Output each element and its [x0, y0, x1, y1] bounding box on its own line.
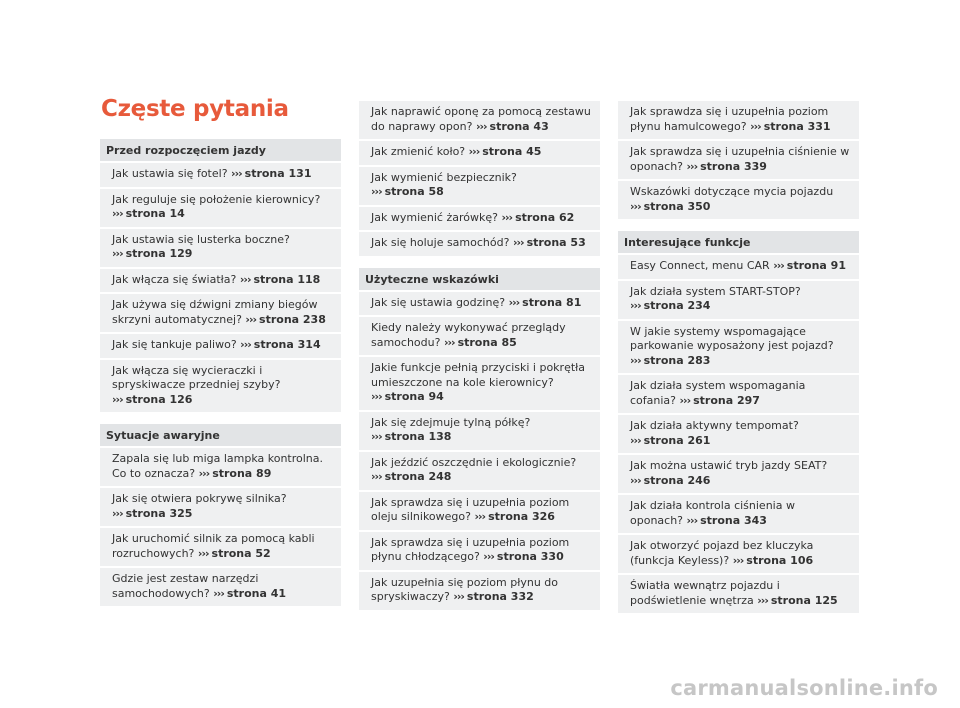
faq-question: Jakie funkcje pełnią przyciski i pokrętła umieszczone na kole kierownicy?: [371, 361, 586, 389]
faq-entry[interactable]: [618, 141, 859, 179]
triple-chevron-icon: ›››: [245, 312, 257, 326]
page-reference-link[interactable]: [213, 587, 286, 600]
faq-section: [100, 139, 341, 412]
page-reference-link[interactable]: [112, 207, 185, 220]
faq-question: Jak zmienić koło?: [371, 145, 466, 158]
page-reference-link[interactable]: [513, 236, 586, 249]
faq-question: Jak działa kontrola ciśnienia w oponach?: [630, 499, 795, 527]
faq-question: Jak jeździć oszczędnie i ekologicznie?: [371, 455, 577, 469]
page-reference-text: strona 326: [488, 510, 555, 523]
triple-chevron-icon: ›››: [483, 550, 494, 563]
faq-entry[interactable]: [618, 535, 859, 573]
triple-chevron-icon: ›››: [757, 593, 768, 607]
faq-question: Easy Connect, menu CAR: [630, 259, 770, 272]
triple-chevron-icon: ›››: [213, 586, 224, 600]
faq-question: Jak reguluje się położenie kierownicy?: [112, 192, 321, 206]
faq-entry[interactable]: [100, 448, 341, 486]
faq-entry[interactable]: [359, 412, 600, 450]
triple-chevron-icon: ›››: [501, 210, 513, 224]
page-reference-text: strona 332: [466, 590, 534, 603]
page-reference-link[interactable]: [112, 507, 192, 520]
page-reference-link[interactable]: [630, 434, 710, 447]
faq-entry[interactable]: [100, 189, 341, 227]
page-reference-text: strona 81: [522, 295, 582, 309]
page-reference-link[interactable]: [474, 510, 554, 523]
faq-question: Jak się holuje samochód?: [371, 236, 510, 249]
faq-question: Jak się ustawia godzinę?: [371, 295, 506, 309]
faq-question: Jak uzupełnia się poziom płynu do spryskiwaczy?: [371, 575, 559, 603]
faq-entry[interactable]: [618, 255, 859, 279]
page-reference-link[interactable]: [630, 299, 710, 312]
faq-question: Jak można ustawić tryb jazdy SEAT?: [630, 459, 828, 472]
page-reference-link[interactable]: [112, 247, 192, 260]
faq-question: Jak działa aktywny tempomat?: [630, 419, 799, 432]
page-reference-link[interactable]: [630, 200, 710, 213]
page-reference-text: strona 53: [526, 236, 586, 249]
faq-question: Jak sprawdza się i uzupełnia poziom płynu chłodzącego?: [371, 535, 570, 563]
triple-chevron-icon: ›››: [630, 353, 641, 367]
faq-question: Jak działa system wspomagania cofania?: [630, 379, 806, 407]
page-reference-link[interactable]: [733, 554, 813, 567]
page-reference-text: strona 125: [770, 593, 838, 607]
faq-entry[interactable]: [100, 360, 341, 413]
page-reference-link[interactable]: [680, 394, 760, 407]
page-reference-text: strona 129: [125, 247, 193, 260]
faq-question: Jak używa się dźwigni zmiany biegów skrzyni automatycznej?: [112, 298, 318, 326]
triple-chevron-icon: ›››: [239, 272, 251, 286]
page-reference-link[interactable]: [199, 467, 272, 480]
faq-entry[interactable]: [359, 292, 600, 316]
triple-chevron-icon: ›››: [240, 338, 251, 351]
triple-chevron-icon: ›››: [475, 119, 487, 133]
faq-entry[interactable]: [359, 532, 600, 570]
triple-chevron-icon: ›››: [231, 167, 242, 180]
faq-question: Jak się otwiera pokrywę silnika?: [112, 492, 287, 505]
triple-chevron-icon: ›››: [750, 119, 761, 133]
faq-entry[interactable]: [100, 488, 341, 526]
section-header: Interesujące funkcje: [618, 231, 859, 253]
page-reference-link[interactable]: [231, 167, 311, 180]
faq-question: Jak sprawdza się i uzupełnia poziom oleju silnikowego?: [371, 495, 570, 523]
triple-chevron-icon: ›››: [112, 247, 123, 260]
faq-question: W jakie systemy wspomagające parkowanie wyposażony jest pojazd?: [630, 324, 834, 352]
page-reference-link[interactable]: [444, 336, 517, 349]
faq-question: Jak wymienić bezpiecznik?: [371, 170, 517, 184]
section-header: Sytuacje awaryjne: [100, 424, 341, 446]
faq-entry[interactable]: [100, 568, 341, 606]
page-reference-text: strona 138: [384, 430, 452, 443]
page-reference-link[interactable]: [469, 145, 542, 158]
faq-question: Jak uruchomić silnik za pomocą kabli rozruchowych?: [112, 532, 315, 560]
page-reference-text: strona 350: [643, 199, 711, 213]
page-reference-text: strona 14: [125, 207, 185, 220]
page-reference-link[interactable]: [245, 313, 325, 326]
page-reference-link[interactable]: [371, 185, 444, 198]
triple-chevron-icon: ›››: [630, 199, 641, 213]
page-reference-text: strona 343: [700, 513, 767, 527]
triple-chevron-icon: ›››: [443, 335, 455, 349]
faq-entry[interactable]: [618, 495, 859, 533]
page-reference-link[interactable]: [750, 120, 830, 133]
faq-question: Jak włącza się wycieraczki i spryskiwacze przedniej szyby?: [112, 363, 281, 391]
triple-chevron-icon: ›››: [773, 259, 784, 272]
faq-entry[interactable]: [359, 232, 600, 256]
faq-question: Jak ustawia się fotel?: [112, 167, 228, 180]
faq-entry[interactable]: [618, 375, 859, 413]
faq-column-1: [100, 139, 341, 618]
faq-question: Jak działa system START-STOP?: [630, 284, 801, 298]
triple-chevron-icon: ›››: [686, 513, 698, 527]
page-reference-link[interactable]: [687, 160, 767, 173]
page-reference-link[interactable]: [483, 550, 563, 563]
page-reference-text: strona 325: [125, 506, 193, 520]
page-reference-text: strona 131: [244, 167, 312, 180]
triple-chevron-icon: ›››: [112, 392, 123, 406]
faq-column-2: [359, 101, 600, 622]
page-reference-text: strona 330: [496, 550, 564, 563]
section-header: Przed rozpoczęciem jazdy: [100, 139, 341, 161]
page-reference-link[interactable]: [371, 390, 444, 403]
page-reference-text: strona 238: [259, 312, 326, 326]
faq-entry[interactable]: [618, 281, 859, 319]
page-reference-link[interactable]: [509, 296, 582, 309]
page-reference-link[interactable]: [371, 470, 451, 483]
page-reference-text: strona 331: [763, 119, 831, 133]
page-reference-text: strona 283: [643, 353, 711, 367]
faq-question: Jak włącza się światła?: [112, 272, 237, 286]
triple-chevron-icon: ›››: [112, 207, 123, 220]
triple-chevron-icon: ›››: [371, 185, 382, 198]
page-reference-text: strona 261: [643, 433, 711, 447]
page-reference-link[interactable]: [630, 354, 710, 367]
page-reference-link[interactable]: [757, 594, 837, 607]
faq-section: [359, 268, 600, 610]
faq-entry[interactable]: [359, 141, 600, 165]
page-reference-link[interactable]: [476, 120, 549, 133]
faq-entry[interactable]: [618, 181, 859, 219]
faq-entry[interactable]: [618, 575, 859, 613]
triple-chevron-icon: ›››: [630, 473, 641, 487]
faq-question: Jak sprawdza się i uzupełnia ciśnienie w oponach?: [630, 145, 850, 173]
page-reference-text: strona 89: [212, 466, 272, 480]
page-reference-link[interactable]: [773, 259, 846, 272]
triple-chevron-icon: ›››: [371, 470, 382, 483]
page-reference-text: strona 58: [384, 185, 444, 198]
faq-entry[interactable]: [359, 101, 600, 139]
triple-chevron-icon: ›››: [371, 390, 382, 403]
faq-section: [618, 231, 859, 613]
page-reference-text: strona 106: [746, 553, 814, 567]
faq-entry[interactable]: [359, 207, 600, 231]
faq-question: Jak sprawdza się i uzupełnia poziom płynu hamulcowego?: [630, 105, 829, 133]
triple-chevron-icon: ›››: [630, 299, 641, 312]
faq-question: Gdzie jest zestaw narzędzi samochodowych?: [112, 572, 259, 600]
page-reference-text: strona 85: [457, 335, 517, 349]
faq-question: Wskazówki dotyczące mycia pojazdu: [630, 185, 834, 198]
faq-question: Jak się tankuje paliwo?: [112, 338, 237, 351]
section-header: Użyteczne wskazówki: [359, 268, 600, 290]
page-reference-text: strona 118: [253, 272, 321, 286]
page-reference-text: strona 62: [515, 210, 575, 224]
page-reference-text: strona 246: [643, 473, 711, 487]
faq-column-3: [618, 101, 859, 625]
triple-chevron-icon: ›››: [468, 145, 480, 158]
triple-chevron-icon: ›››: [512, 236, 524, 249]
faq-question: Jak naprawić oponę za pomocą zestawu do naprawy opon?: [371, 105, 591, 133]
faq-entry[interactable]: [618, 321, 859, 374]
faq-entry[interactable]: [100, 294, 341, 332]
faq-entry[interactable]: [359, 317, 600, 355]
faq-question: Kiedy należy wykonywać przeglądy samochodu?: [371, 321, 566, 349]
page-reference-text: strona 234: [643, 299, 711, 312]
faq-question: Światła wewnątrz pojazdu i podświetlenie wnętrza: [630, 579, 780, 607]
faq-question: Zapala się lub miga lampka kontrolna. Co to oznacza?: [112, 452, 324, 480]
faq-entry[interactable]: [100, 528, 341, 566]
page-reference-text: strona 314: [253, 338, 321, 351]
faq-entry[interactable]: [100, 269, 341, 293]
faq-entry[interactable]: [359, 572, 600, 610]
triple-chevron-icon: ›››: [198, 466, 210, 480]
page-reference-text: strona 126: [125, 392, 193, 406]
faq-entry[interactable]: [100, 229, 341, 267]
triple-chevron-icon: ›››: [474, 510, 486, 523]
faq-question: Jak się zdejmuje tylną półkę?: [371, 415, 531, 429]
faq-question: Jak wymienić żarówkę?: [371, 210, 498, 224]
triple-chevron-icon: ›››: [732, 553, 744, 567]
faq-section: [100, 424, 341, 606]
watermark: carmanualsonline.info: [670, 676, 938, 700]
page-reference-link[interactable]: [240, 273, 320, 286]
faq-entry[interactable]: [618, 455, 859, 493]
page-reference-text: strona 339: [700, 159, 767, 173]
page-reference-text: strona 43: [489, 119, 549, 133]
triple-chevron-icon: ›››: [453, 590, 464, 603]
page-reference-link[interactable]: [112, 393, 192, 406]
faq-section: [618, 101, 859, 219]
faq-entry[interactable]: [618, 415, 859, 453]
page-reference-text: strona 94: [384, 390, 444, 403]
triple-chevron-icon: ›››: [630, 433, 641, 447]
page-reference-text: strona 248: [384, 470, 452, 483]
triple-chevron-icon: ›››: [371, 430, 382, 443]
page-reference-text: strona 45: [482, 145, 542, 158]
triple-chevron-icon: ›››: [686, 159, 698, 173]
faq-entry[interactable]: [618, 101, 859, 139]
faq-entry[interactable]: [359, 357, 600, 410]
page-reference-link[interactable]: [453, 590, 533, 603]
triple-chevron-icon: ›››: [197, 546, 209, 560]
page-reference-text: strona 91: [786, 259, 846, 272]
page-reference-link[interactable]: [198, 547, 271, 560]
page-title: Częste pytania: [101, 96, 289, 122]
page-reference-link[interactable]: [687, 514, 767, 527]
page-reference-link[interactable]: [501, 211, 574, 224]
page-reference-text: strona 297: [693, 393, 760, 407]
faq-entry[interactable]: [100, 163, 341, 187]
page-reference-link[interactable]: [371, 430, 451, 443]
page-reference-text: strona 52: [211, 546, 271, 560]
triple-chevron-icon: ›››: [679, 393, 691, 407]
page-reference-text: strona 41: [226, 586, 287, 600]
faq-question: Jak ustawia się lusterka boczne?: [112, 232, 290, 246]
faq-section: [359, 101, 600, 256]
faq-entry[interactable]: [359, 492, 600, 530]
faq-entry[interactable]: [359, 452, 600, 490]
page-reference-link[interactable]: [630, 474, 710, 487]
triple-chevron-icon: ›››: [112, 506, 123, 520]
triple-chevron-icon: ›››: [508, 295, 520, 309]
faq-entry[interactable]: [100, 334, 341, 358]
faq-entry[interactable]: [359, 167, 600, 205]
faq-question: Jak otworzyć pojazd bez kluczyka (funkcja Keyless)?: [630, 539, 814, 567]
page-reference-link[interactable]: [240, 338, 320, 351]
